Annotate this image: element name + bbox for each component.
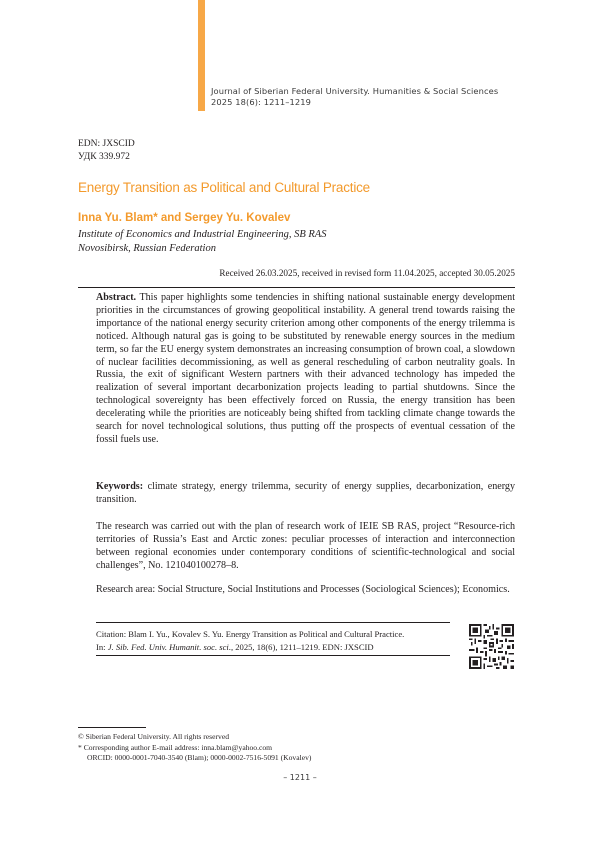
journal-name: Journal of Siberian Federal University. Humanities & Social Sciences xyxy=(211,86,499,96)
divider xyxy=(96,622,450,623)
citation-prefix: In: xyxy=(96,641,108,652)
paper-title: Energy Transition as Political and Cultural Practice xyxy=(78,180,370,195)
citation xyxy=(96,628,456,653)
header-accent-bar xyxy=(198,0,205,111)
page-number: – 1211 – xyxy=(283,773,317,782)
abstract xyxy=(96,292,515,447)
divider xyxy=(78,287,515,288)
citation-line-2 xyxy=(96,641,456,654)
keywords-label: Keywords: xyxy=(96,481,144,492)
footnotes xyxy=(78,732,311,764)
corresponding-author-note: * Corresponding author E-mail address: inna.blam@yahoo.com xyxy=(78,742,273,752)
keywords-text: climate strategy, energy trilemma, security of energy supplies, decarbonization, energy transition. xyxy=(96,481,515,505)
edn-id: EDN: JXSCID xyxy=(78,139,135,149)
received-dates: Received 26.03.2025, received in revised form 11.04.2025, accepted 30.05.2025 xyxy=(219,268,515,278)
orcid-note: ORCID: 0000-0001-7040-3540 (Blam); 0000-0002-7516-5091 (Kovalev) xyxy=(87,753,312,763)
abstract-text: This paper highlights some tendencies in shifting national sustainable energy development priorities in the circumstances of growing geopolitical instability. A general trend towards raising the importance of the national energy security criterion among other components of the energy trilemma is noticed. Although natural gas is going to be substituted by renewable energy sources in the medium term, so far the EU energy system demonstrates an increasing consumption of brown coal, a slowdown of nuclear facilities decommissioning, as well as general rescheduling of carbon neutrality goals. In Russia, the exit of significant Western partners with their advanced technology has impeded the realization of several important decarbonization projects leading to partial shutdowns. Since the technological sovereignty has been effectively forced on Russia, the energy transition has been decelerating while the priorities are noticeably being shifted from tackling climate change towards the search for novel technological solutions, thus putting off the prospects of eventual cessation of the fossil fuels use. xyxy=(96,292,516,445)
citation-journal: J. Sib. Fed. Univ. Humanit. soc. sci xyxy=(107,641,229,652)
affiliation-institute: Institute of Economics and Industrial Engineering, SB RAS xyxy=(78,229,327,240)
udk-id: УДК 339.972 xyxy=(78,152,130,162)
divider xyxy=(96,655,450,656)
journal-header xyxy=(211,86,498,108)
keywords xyxy=(96,481,515,507)
copyright-note: © Siberian Federal University. All rights reserved xyxy=(78,732,229,741)
citation-suffix: ., 2025, 18(6), 1211–1219. EDN: JXSCID xyxy=(228,641,374,652)
paper-authors: Inna Yu. Blam* and Sergey Yu. Kovalev xyxy=(78,212,291,224)
citation-line-1: Citation: Blam I. Yu., Kovalev S. Yu. Energy Transition as Political and Cultural Practice. xyxy=(96,629,405,639)
research-area: Research area: Social Structure, Social Institutions and Processes (Sociological Sciences); Economics. xyxy=(96,584,510,595)
qr-code-icon[interactable] xyxy=(469,624,514,669)
footnote-divider xyxy=(78,727,146,728)
journal-issue: 2025 18(6): 1211–1219 xyxy=(211,97,311,107)
abstract-label: Abstract. xyxy=(96,292,137,303)
identifiers xyxy=(78,138,135,164)
affiliation xyxy=(78,228,326,256)
research-note: The research was carried out with the plan of research work of IEIE SB RAS, project “Resource-rich territories of Russia’s East and Arctic zones: peculiar processes of interaction and interconnection between regional economies under contemporary conditions of scientific-technological and social challenges”, No. 121040100278–8. xyxy=(96,521,515,571)
affiliation-location: Novosibirsk, Russian Federation xyxy=(78,243,216,254)
